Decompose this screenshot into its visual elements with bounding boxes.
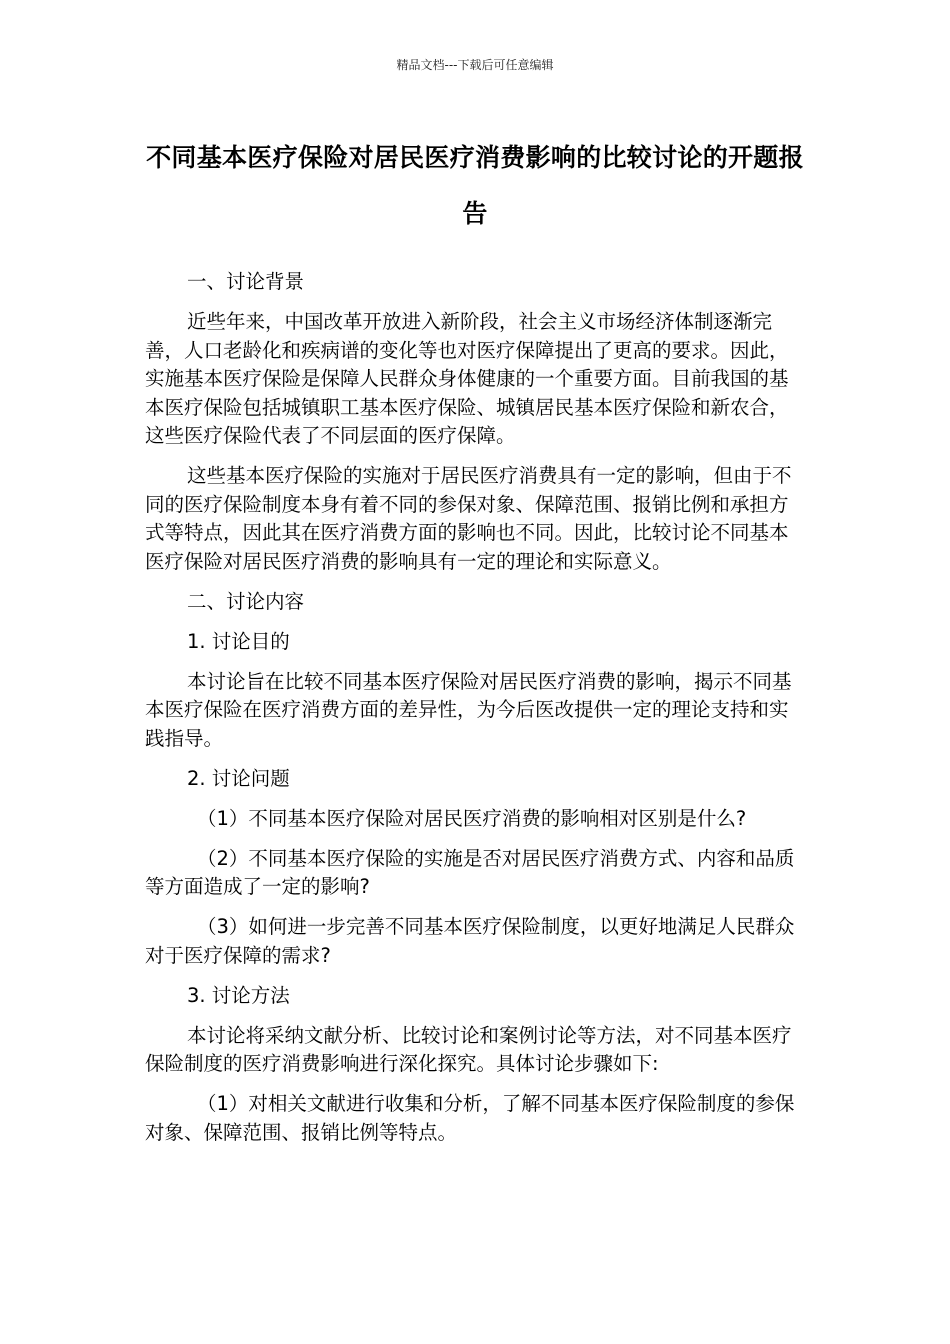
document-body	[145, 268, 805, 1159]
paragraph-background-2: 这些基本医疗保险的实施对于居民医疗消费具有一定的影响，但由于不同的医疗保险制度本身有着不同的参保对象、保障范围、报销比例和承担方式等特点，因此其在医疗消费方面的影响也不同。因此，比较讨论不同基本医疗保险对居民医疗消费的影响具有一定的理论和实际意义。	[145, 464, 792, 573]
question-item-3: （3）如何进一步完善不同基本医疗保险制度，以更好地满足人民群众对于医疗保障的需求?	[145, 915, 795, 967]
method-step-1: （1）对相关文献进行收集和分析，了解不同基本医疗保险制度的参保对象、保障范围、报销比例等特点。	[145, 1092, 795, 1144]
subheading-questions: 2. 讨论问题	[187, 766, 290, 790]
section-heading-content: 二、讨论内容	[187, 589, 305, 613]
subheading-purpose: 1. 讨论目的	[187, 629, 290, 653]
paragraph-background-1: 近些年来，中国改革开放进入新阶段，社会主义市场经济体制逐渐完善，人口老龄化和疾病谱的变化等也对医疗保障提出了更高的要求。因此，实施基本医疗保险是保障人民群众身体健康的一个重要方面。目前我国的基本医疗保险包括城镇职工基本医疗保险、城镇居民基本医疗保险和新农合，这些医疗保险代表了不同层面的医疗保障。	[145, 310, 789, 447]
subheading-methods: 3. 讨论方法	[187, 983, 290, 1007]
question-item-1: （1）不同基本医疗保险对居民医疗消费的影响相对区别是什么?	[197, 806, 747, 830]
header-note: 精品文档---下载后可任意编辑	[396, 58, 554, 72]
document-title: 不同基本医疗保险对居民医疗消费影响的比较讨论的开题报告	[146, 143, 804, 228]
paragraph-purpose: 本讨论旨在比较不同基本医疗保险对居民医疗消费的影响，揭示不同基本医疗保险在医疗消费方面的差异性，为今后医改提供一定的理论支持和实践指导。	[145, 669, 792, 750]
paragraph-methods: 本讨论将采纳文献分析、比较讨论和案例讨论等方法，对不同基本医疗保险制度的医疗消费影响进行深化探究。具体讨论步骤如下:	[145, 1023, 792, 1075]
section-heading-background: 一、讨论背景	[187, 270, 305, 293]
question-item-2: （2）不同基本医疗保险的实施是否对居民医疗消费方式、内容和品质等方面造成了一定的影响?	[145, 846, 795, 898]
